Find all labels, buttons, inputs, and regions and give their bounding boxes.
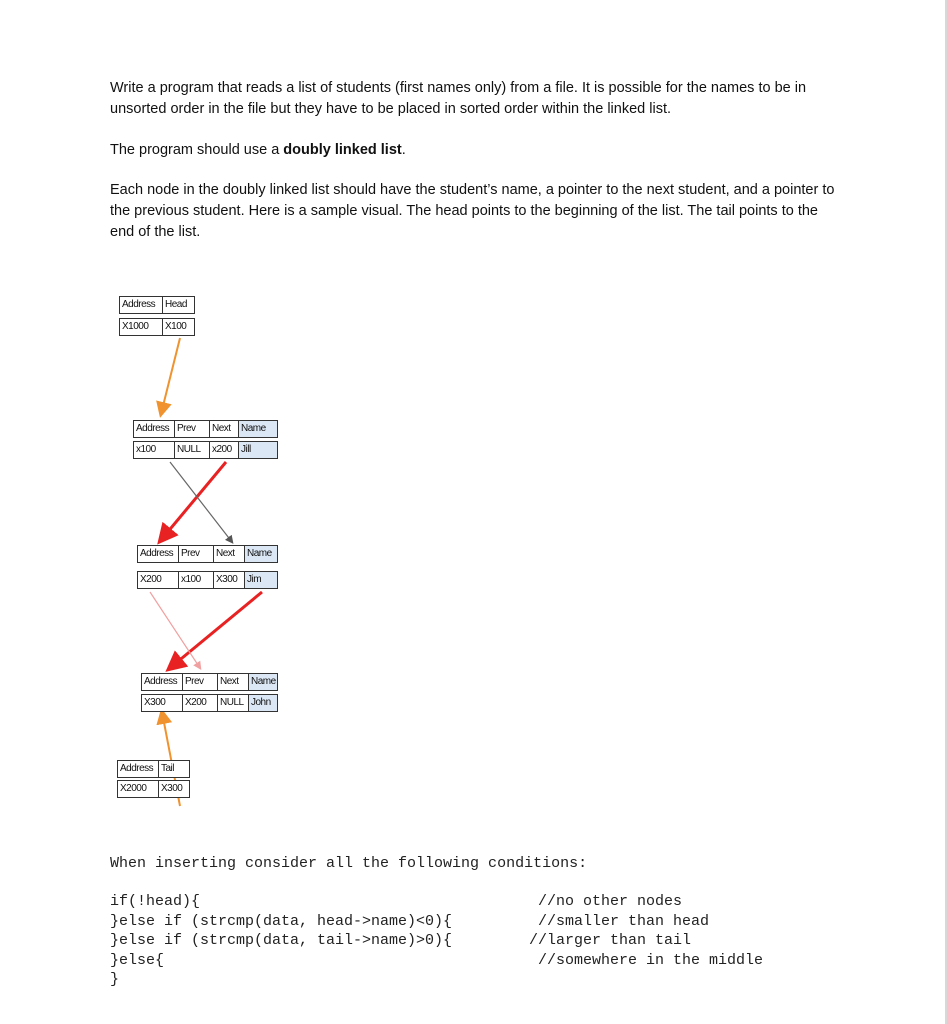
next-arrow-2	[170, 592, 262, 668]
p2-suffix: .	[401, 142, 406, 158]
code-comment-1: //no other nodes	[538, 893, 683, 910]
code-line-3: }else if (strcmp(data, tail->name)>0){	[110, 932, 453, 949]
node3-name-header: Name	[248, 673, 278, 691]
node-description-paragraph: Each node in the doubly linked list should have the student’s name, a pointer to the next student, and a pointer to the previous student. Here is a sample visual. The head points to the beginning of the list. The tail points to the end of the list.	[110, 182, 835, 240]
code-line-2: }else if (strcmp(data, head->name)<0){	[110, 912, 453, 930]
prev-arrow-2	[150, 592, 200, 668]
node2-next-header: Next	[213, 545, 245, 563]
prev-arrow-1	[170, 462, 232, 542]
node3-address-value: X300	[141, 694, 183, 712]
node3-next-header: Next	[217, 673, 249, 691]
code-line-1: if(!head){	[110, 893, 201, 910]
node1-address-value: x100	[133, 441, 175, 459]
head-pointer-arrow	[161, 338, 180, 414]
node2-prev-header: Prev	[178, 545, 214, 563]
node2-next-value: X300	[213, 571, 245, 589]
node2-name-value: Jim	[244, 571, 278, 589]
node2-address-header: Address	[137, 545, 179, 563]
node1-next-value: x200	[209, 441, 239, 459]
node1-address-header: Address	[133, 420, 175, 438]
node3-name-value: John	[248, 694, 278, 712]
node1-prev-value: NULL	[174, 441, 210, 459]
code-line-5: }	[110, 971, 120, 988]
node1-next-header: Next	[209, 420, 239, 438]
intro-paragraph: Write a program that reads a list of students (first names only) from a file. It is possible for the names to be in unsorted order in the file but they have to be placed in sorted order within the linked list.	[110, 80, 807, 117]
node3-next-value: NULL	[217, 694, 249, 712]
node2-name-header: Name	[244, 545, 278, 563]
next-arrow-1	[161, 462, 226, 540]
head-box-head-value: X100	[162, 318, 195, 336]
code-line-4: }else{	[110, 951, 165, 969]
tail-box-address-value: X2000	[117, 780, 159, 798]
code-comment-4: //somewhere in the middle	[538, 951, 764, 969]
node3-prev-value: X200	[182, 694, 218, 712]
code-comment-2: //smaller than head	[538, 912, 710, 930]
tail-box-tail-value: X300	[158, 780, 190, 798]
code-comment-3: //larger than tail	[529, 932, 692, 949]
conditions-intro: When inserting consider all the following conditions:	[110, 855, 588, 872]
p2-prefix: The program should use a	[110, 142, 284, 158]
node1-prev-header: Prev	[174, 420, 210, 438]
node1-name-value: Jill	[238, 441, 278, 459]
node1-name-header: Name	[238, 420, 278, 438]
head-box-address-header: Address	[119, 296, 163, 314]
head-box-head-header: Head	[162, 296, 195, 314]
node3-prev-header: Prev	[182, 673, 218, 691]
p2-bold-term: doubly linked list	[283, 142, 402, 158]
tail-box-address-header: Address	[117, 760, 159, 778]
node2-address-value: X200	[137, 571, 179, 589]
node2-prev-value: x100	[178, 571, 214, 589]
node3-address-header: Address	[141, 673, 183, 691]
head-box-address-value: X1000	[119, 318, 163, 336]
tail-box-tail-header: Tail	[158, 760, 190, 778]
